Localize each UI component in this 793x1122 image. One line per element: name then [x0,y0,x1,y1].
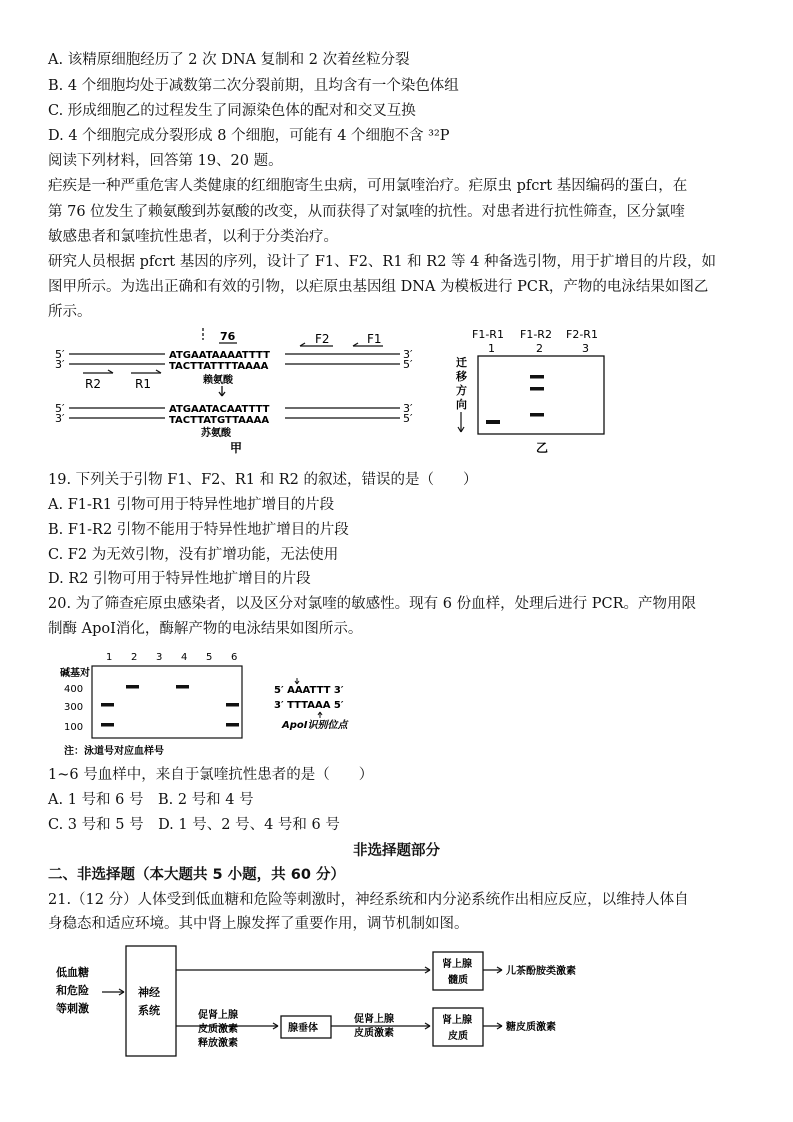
jia-3prime-3: 3′ [55,412,65,425]
jia-3prime-4: 3′ [403,402,413,415]
q19-stem: 19. 下列关于引物 F1、F2、R1 和 R2 的叙述，错误的是（ ） [48,472,478,488]
q20-stem-line1: 20. 为了筛查疟原虫感染者，以及区分对氯喹的敏感性。现有 6 份血样，处理后进行 PCR。产物用限 [48,596,696,612]
gel2-seq-bottom: 3′ TTTAAA 5′ [274,700,344,711]
material-p2-line3: 所示。 [48,304,92,320]
jia-aa1: 赖氨酸 [203,375,233,386]
material-p1-line1: 疟疾是一种严重危害人类健康的红细胞寄生虫病，可用氯喹治疗。疟原虫 pfcrt 基因编码的蛋白，在 [48,178,688,194]
section2-heading: 二、非选择题（本大题共 5 小题，共 60 分） [48,867,345,883]
q18-option-a: A. 该精原细胞经历了 2 次 DNA 复制和 2 次着丝粒分裂 [48,52,410,68]
yi-lane-header-1: F1-R1 [472,328,504,341]
q21-line1: 21.（12 分）人体受到低血糖和危险等刺激时，神经系统和内分泌系统作出相应反应，以维持人体自 [48,892,689,908]
flow-stimulus-2: 和危险 [56,984,89,997]
yi-band-lane2-a [530,375,544,379]
flow-catecholamine: 儿茶酚胺类激素 [506,966,576,977]
jia-aa2: 苏氨酸 [201,428,231,439]
gel2-band-lane2-400 [126,685,139,689]
gel2-y-title: 碱基对 [60,668,90,679]
gel2-seq-top: 5′ AAATTT 3′ [274,685,344,696]
gel2-band-lane6-300 [226,703,239,707]
jia-primer-r1: R1 [135,377,151,391]
q20-question: 1~6 号血样中，来自于氯喹抗性患者的是（ ） [48,767,374,783]
jia-5prime-1: 5′ [55,348,65,361]
yi-lane-number-1: 1 [488,342,495,355]
flow-pituitary: 腺垂体 [288,1023,318,1034]
q18-option-c: C. 形成细胞乙的过程发生了同源染色体的配对和交叉互换 [48,103,416,119]
yi-band-lane2-c [530,413,544,417]
yi-direction-2: 移 [456,370,467,383]
flow-acth-1: 促肾上腺 [354,1014,394,1025]
gel2-size-100: 100 [64,722,84,733]
yi-band-lane2-b [530,387,544,391]
gel2-size-400: 400 [64,684,84,695]
flow-nervous-1: 神经 [138,986,160,999]
flow-crh-2: 皮质激素 [198,1024,238,1035]
yi-direction-1: 迁 [456,356,467,369]
material-p1-line2: 第 76 位发生了赖氨酸到苏氨酸的改变，从而获得了对氯喹的抗性。对患者进行抗性筛查，区分氯喹 [48,204,685,220]
jia-5prime-3: 5′ [55,402,65,415]
gel2-lane-label-1: 1 [106,652,113,663]
flow-stimulus-1: 低血糖 [56,966,89,979]
q21-line2: 身稳态和适应环境。其中肾上腺发挥了重要作用，调节机制如图。 [48,916,469,932]
q19-option-c: C. F2 为无效引物，没有扩增功能，无法使用 [48,547,339,563]
q19-option-a: A. F1-R1 引物可用于特异性地扩增目的片段 [48,497,335,513]
flow-acth-2: 皮质激素 [354,1028,394,1039]
material-p1-line3: 敏感患者和氯喹抗性患者，以利于分类治疗。 [48,229,338,245]
flow-nervous-box [126,946,176,1056]
flow-cortex-2: 皮质 [448,1031,468,1042]
yi-lane-header-3: F2-R1 [566,328,598,341]
flow-crh-3: 释放激素 [198,1038,238,1049]
gel2-lane-label-6: 6 [231,652,238,663]
gel2-note: 注：泳道号对应血样号 [64,746,164,757]
q19-option-b: B. F1-R2 引物不能用于特异性地扩增目的片段 [48,522,349,538]
q20-options-cd: C. 3 号和 5 号 D. 1 号、2 号、4 号和 6 号 [48,817,340,833]
yi-lane-number-2: 2 [536,342,543,355]
flow-medulla-2: 髓质 [448,975,468,986]
q19-option-d: D. R2 引物可用于特异性地扩增目的片段 [48,571,311,587]
q20-stem-line2: 制酶 ApoⅠ消化，酶解产物的电泳结果如图所示。 [48,621,363,637]
gel2-lane-label-5: 5 [206,652,213,663]
jia-marker-76: 76 [220,330,236,343]
jia-seq2-top: ATGAATACAATTTT [169,404,270,415]
flow-nervous-2: 系统 [138,1004,160,1017]
q18-option-d: D. 4 个细胞完成分裂形成 8 个细胞，可能有 4 个细胞不含 ³²P [48,128,450,144]
gel2-band-lane6-100 [226,723,239,727]
yi-direction-4: 向 [456,398,467,411]
gel2-band-lane4-400 [176,685,189,689]
gel2-site-label: ApoI识别位点 [282,720,348,731]
figure-jia [55,326,425,456]
gel2-band-lane1-300 [101,703,114,707]
jia-label: 甲 [230,441,243,455]
gel2-frame [92,666,242,738]
jia-seq2-bottom: TACTTATGTTAAAA [169,415,270,426]
yi-lane-header-2: F1-R2 [520,328,552,341]
jia-3prime-2: 3′ [403,348,413,361]
jia-primer-r2: R2 [85,377,101,391]
gel2-lane-label-2: 2 [131,652,138,663]
gel2-lane-label-3: 3 [156,652,163,663]
yi-band-lane1 [486,420,500,424]
q20-options-ab: A. 1 号和 6 号 B. 2 号和 4 号 [48,792,254,808]
figure-gel2 [60,648,380,760]
q18-option-b: B. 4 个细胞均处于减数第二次分裂前期，且均含有一个染色体组 [48,78,459,94]
jia-3prime-1: 3′ [55,358,65,371]
flow-cortex-1: 肾上腺 [442,1015,472,1026]
jia-primer-f1: F1 [367,332,382,346]
gel2-lane-label-4: 4 [181,652,188,663]
yi-label: 乙 [536,441,549,454]
jia-seq1-bottom: TACTTATTTTAAAA [169,361,269,372]
flow-glucocorticoid: 糖皮质激素 [506,1022,556,1033]
jia-primer-f2: F2 [315,332,330,346]
material-intro: 阅读下列材料，回答第 19、20 题。 [48,153,283,169]
yi-direction-3: 方 [456,384,467,397]
figure-flow [50,942,650,1060]
flow-medulla-1: 肾上腺 [442,959,472,970]
jia-seq1-top: ATGAATAAAATTTT [169,350,270,361]
flow-crh-1: 促肾上腺 [198,1010,238,1021]
gel2-band-lane1-100 [101,723,114,727]
section2-title: 非选择题部分 [353,843,440,859]
figure-yi [450,326,620,454]
jia-5prime-2: 5′ [403,358,413,371]
gel2-size-300: 300 [64,702,84,713]
flow-stimulus-3: 等刺激 [56,1002,89,1015]
yi-lane-number-3: 3 [582,342,589,355]
material-p2-line1: 研究人员根据 pfcrt 基因的序列，设计了 F1、F2、R1 和 R2 等 4 种备选引物，用于扩增目的片段，如 [48,254,716,270]
jia-5prime-4: 5′ [403,412,413,425]
material-p2-line2: 图甲所示。为选出正确和有效的引物，以疟原虫基因组 DNA 为模板进行 PCR，产物的电泳结果如图乙 [48,279,709,295]
